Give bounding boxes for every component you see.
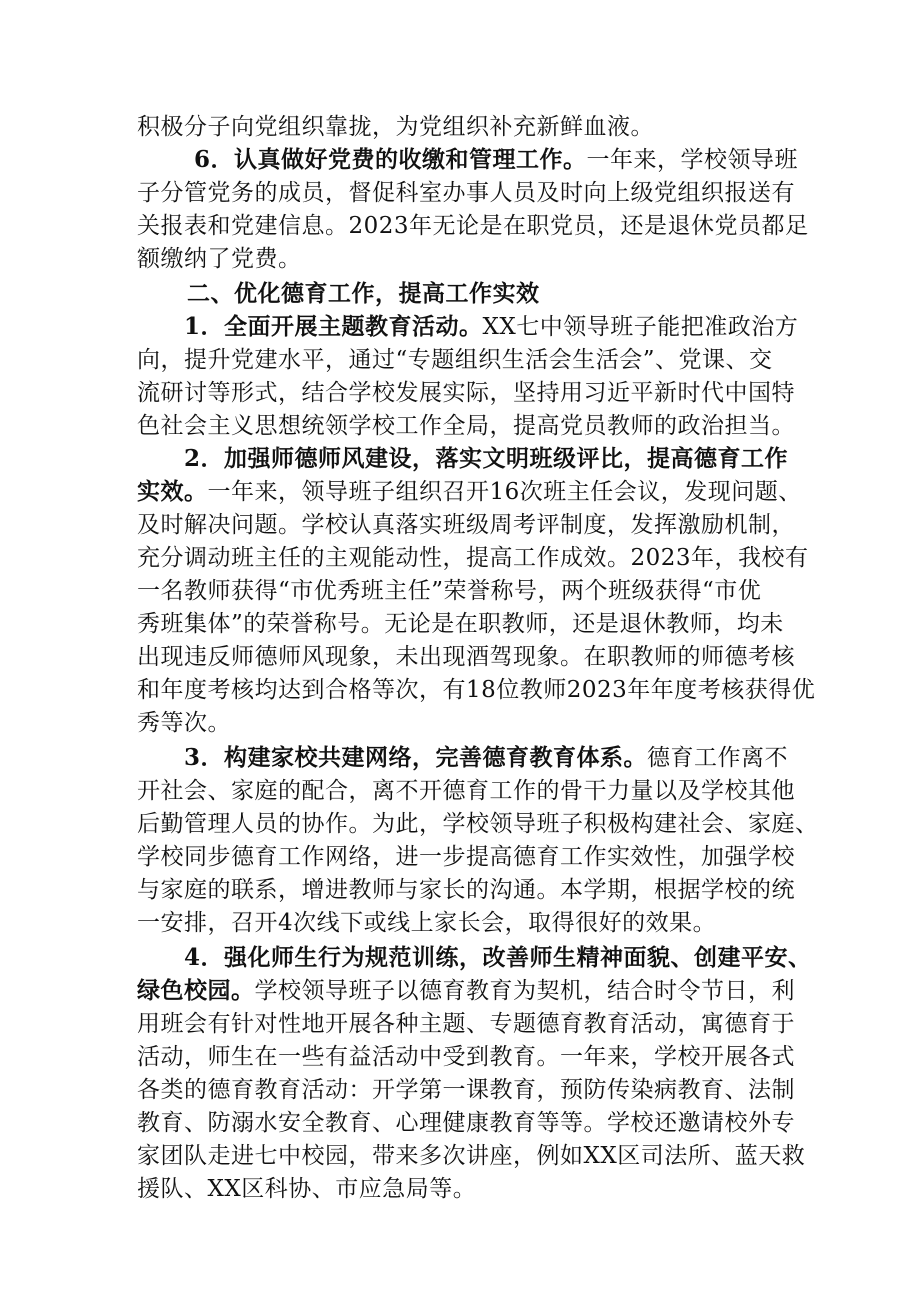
body-text: 学校领导班子以德育教育为契机，结合时令节日，利	[254, 978, 795, 1004]
body-text: 援队、XX区科协、市应急局等。	[137, 1176, 477, 1202]
text-line	[137, 809, 819, 839]
text-line	[137, 378, 795, 408]
text-line	[184, 444, 788, 474]
bold-heading-text: 4．强化师生行为规范训练，改善师生精神面貌、创建平安、	[184, 944, 812, 971]
text-line	[137, 609, 784, 639]
text-line	[137, 1141, 805, 1171]
body-text: 充分调动班主任的主观能动性，提高工作成效。2023年，我校有	[137, 545, 809, 571]
text-line	[137, 1075, 795, 1105]
text-line	[184, 943, 812, 973]
body-text: 出现违反师德师风现象，未出现酒驾现象。在职教师的师德考核	[137, 644, 795, 670]
body-text: 学校同步德育工作网络，进一步提高德育工作实效性，加强学校	[137, 844, 795, 870]
body-text: 秀等次。	[137, 710, 231, 736]
text-line	[187, 279, 540, 309]
bold-heading-text: 1．全面开展主题教育活动。	[184, 313, 483, 340]
body-text: 色社会主义思想统领学校工作全局，提高党员教师的政治担当。	[137, 413, 795, 439]
body-text: 一名教师获得“市优秀班主任”荣誉称号，两个班级获得“市优	[137, 578, 762, 604]
body-text: 一安排，召开4次线下或线上家长会，取得很好的效果。	[137, 910, 717, 936]
text-line	[137, 776, 795, 806]
text-line	[137, 345, 773, 375]
text-line	[137, 1108, 795, 1138]
body-text: 教育、防溺水安全教育、心理健康教育等等。学校还邀请校外专	[137, 1110, 795, 1136]
body-text: 各类的德育教育活动：开学第一课教育，预防传染病教育、法制	[137, 1077, 795, 1103]
body-text: 额缴纳了党费。	[137, 246, 302, 272]
text-line	[137, 112, 654, 142]
body-text: 和年度考核均达到合格等次，有18位教师2023年年度考核获得优	[137, 677, 816, 703]
text-line	[184, 312, 798, 342]
text-line	[137, 842, 795, 872]
text-line	[137, 477, 802, 507]
text-line	[137, 708, 231, 738]
body-text: 秀班集体”的荣誉称号。无论是在职教师，还是退休教师，均未	[137, 611, 784, 637]
body-text: 家团队走进七中校园，带来多次讲座，例如XX区司法所、蓝天救	[137, 1143, 806, 1169]
bold-heading-text: 二、优化德育工作，提高工作实效	[187, 280, 540, 307]
body-text: 流研讨等形式，结合学校发展实际，坚持用习近平新时代中国特	[137, 380, 795, 406]
text-line	[137, 178, 795, 208]
body-text: 积极分子向党组织靠拢，为党组织补充新鲜血液。	[137, 114, 654, 140]
text-line	[137, 244, 302, 274]
body-text: 一年来，领导班子组织召开16次班主任会议，发现问题、	[207, 479, 802, 505]
text-line	[137, 1174, 476, 1204]
text-line	[137, 211, 809, 241]
text-line	[137, 642, 795, 672]
text-line	[137, 875, 795, 905]
bold-heading-text: 实效。	[137, 478, 208, 505]
text-line	[137, 411, 795, 441]
body-text: 子分管党务的成员，督促科室办事人员及时向上级党组织报送有	[137, 180, 795, 206]
text-line	[137, 1042, 795, 1072]
body-text: 后勤管理人员的协作。为此，学校领导班子积极构建社会、家庭、	[137, 811, 819, 837]
text-line	[184, 743, 788, 773]
text-line	[137, 543, 809, 573]
text-line	[137, 675, 815, 705]
text-line	[137, 908, 716, 938]
text-line	[194, 145, 798, 175]
text-line	[137, 576, 761, 606]
body-text: 德育工作离不	[647, 745, 789, 771]
body-text: 关报表和党建信息。2023年无论是在职党员，还是退休党员都足	[137, 213, 809, 239]
bold-heading-text: 绿色校园。	[137, 977, 255, 1004]
text-line	[137, 510, 795, 540]
body-text: 活动，师生在一些有益活动中受到教育。一年来，学校开展各式	[137, 1044, 795, 1070]
bold-heading-text: 3．构建家校共建网络，完善德育教育体系。	[184, 744, 648, 771]
body-text: 及时解决问题。学校认真落实班级周考评制度，发挥激励机制，	[137, 512, 795, 538]
body-text: 开社会、家庭的配合，离不开德育工作的骨干力量以及学校其他	[137, 778, 795, 804]
body-text: 向，提升党建水平，通过“专题组织生活会生活会”、党课、交	[137, 347, 773, 373]
text-line	[137, 1009, 795, 1039]
bold-heading-text: 6．认真做好党费的收缴和管理工作。	[194, 146, 587, 173]
body-text: 用班会有针对性地开展各种主题、专题德育教育活动，寓德育于	[137, 1011, 795, 1037]
body-text: 与家庭的联系，增进教师与家长的沟通。本学期，根据学校的统	[137, 877, 795, 903]
bold-heading-text: 2．加强师德师风建设，落实文明班级评比，提高德育工作	[184, 445, 789, 472]
body-text: 一年来，学校领导班	[586, 147, 799, 173]
text-line	[137, 976, 795, 1006]
body-text: XX七中领导班子能把准政治方	[482, 314, 799, 340]
